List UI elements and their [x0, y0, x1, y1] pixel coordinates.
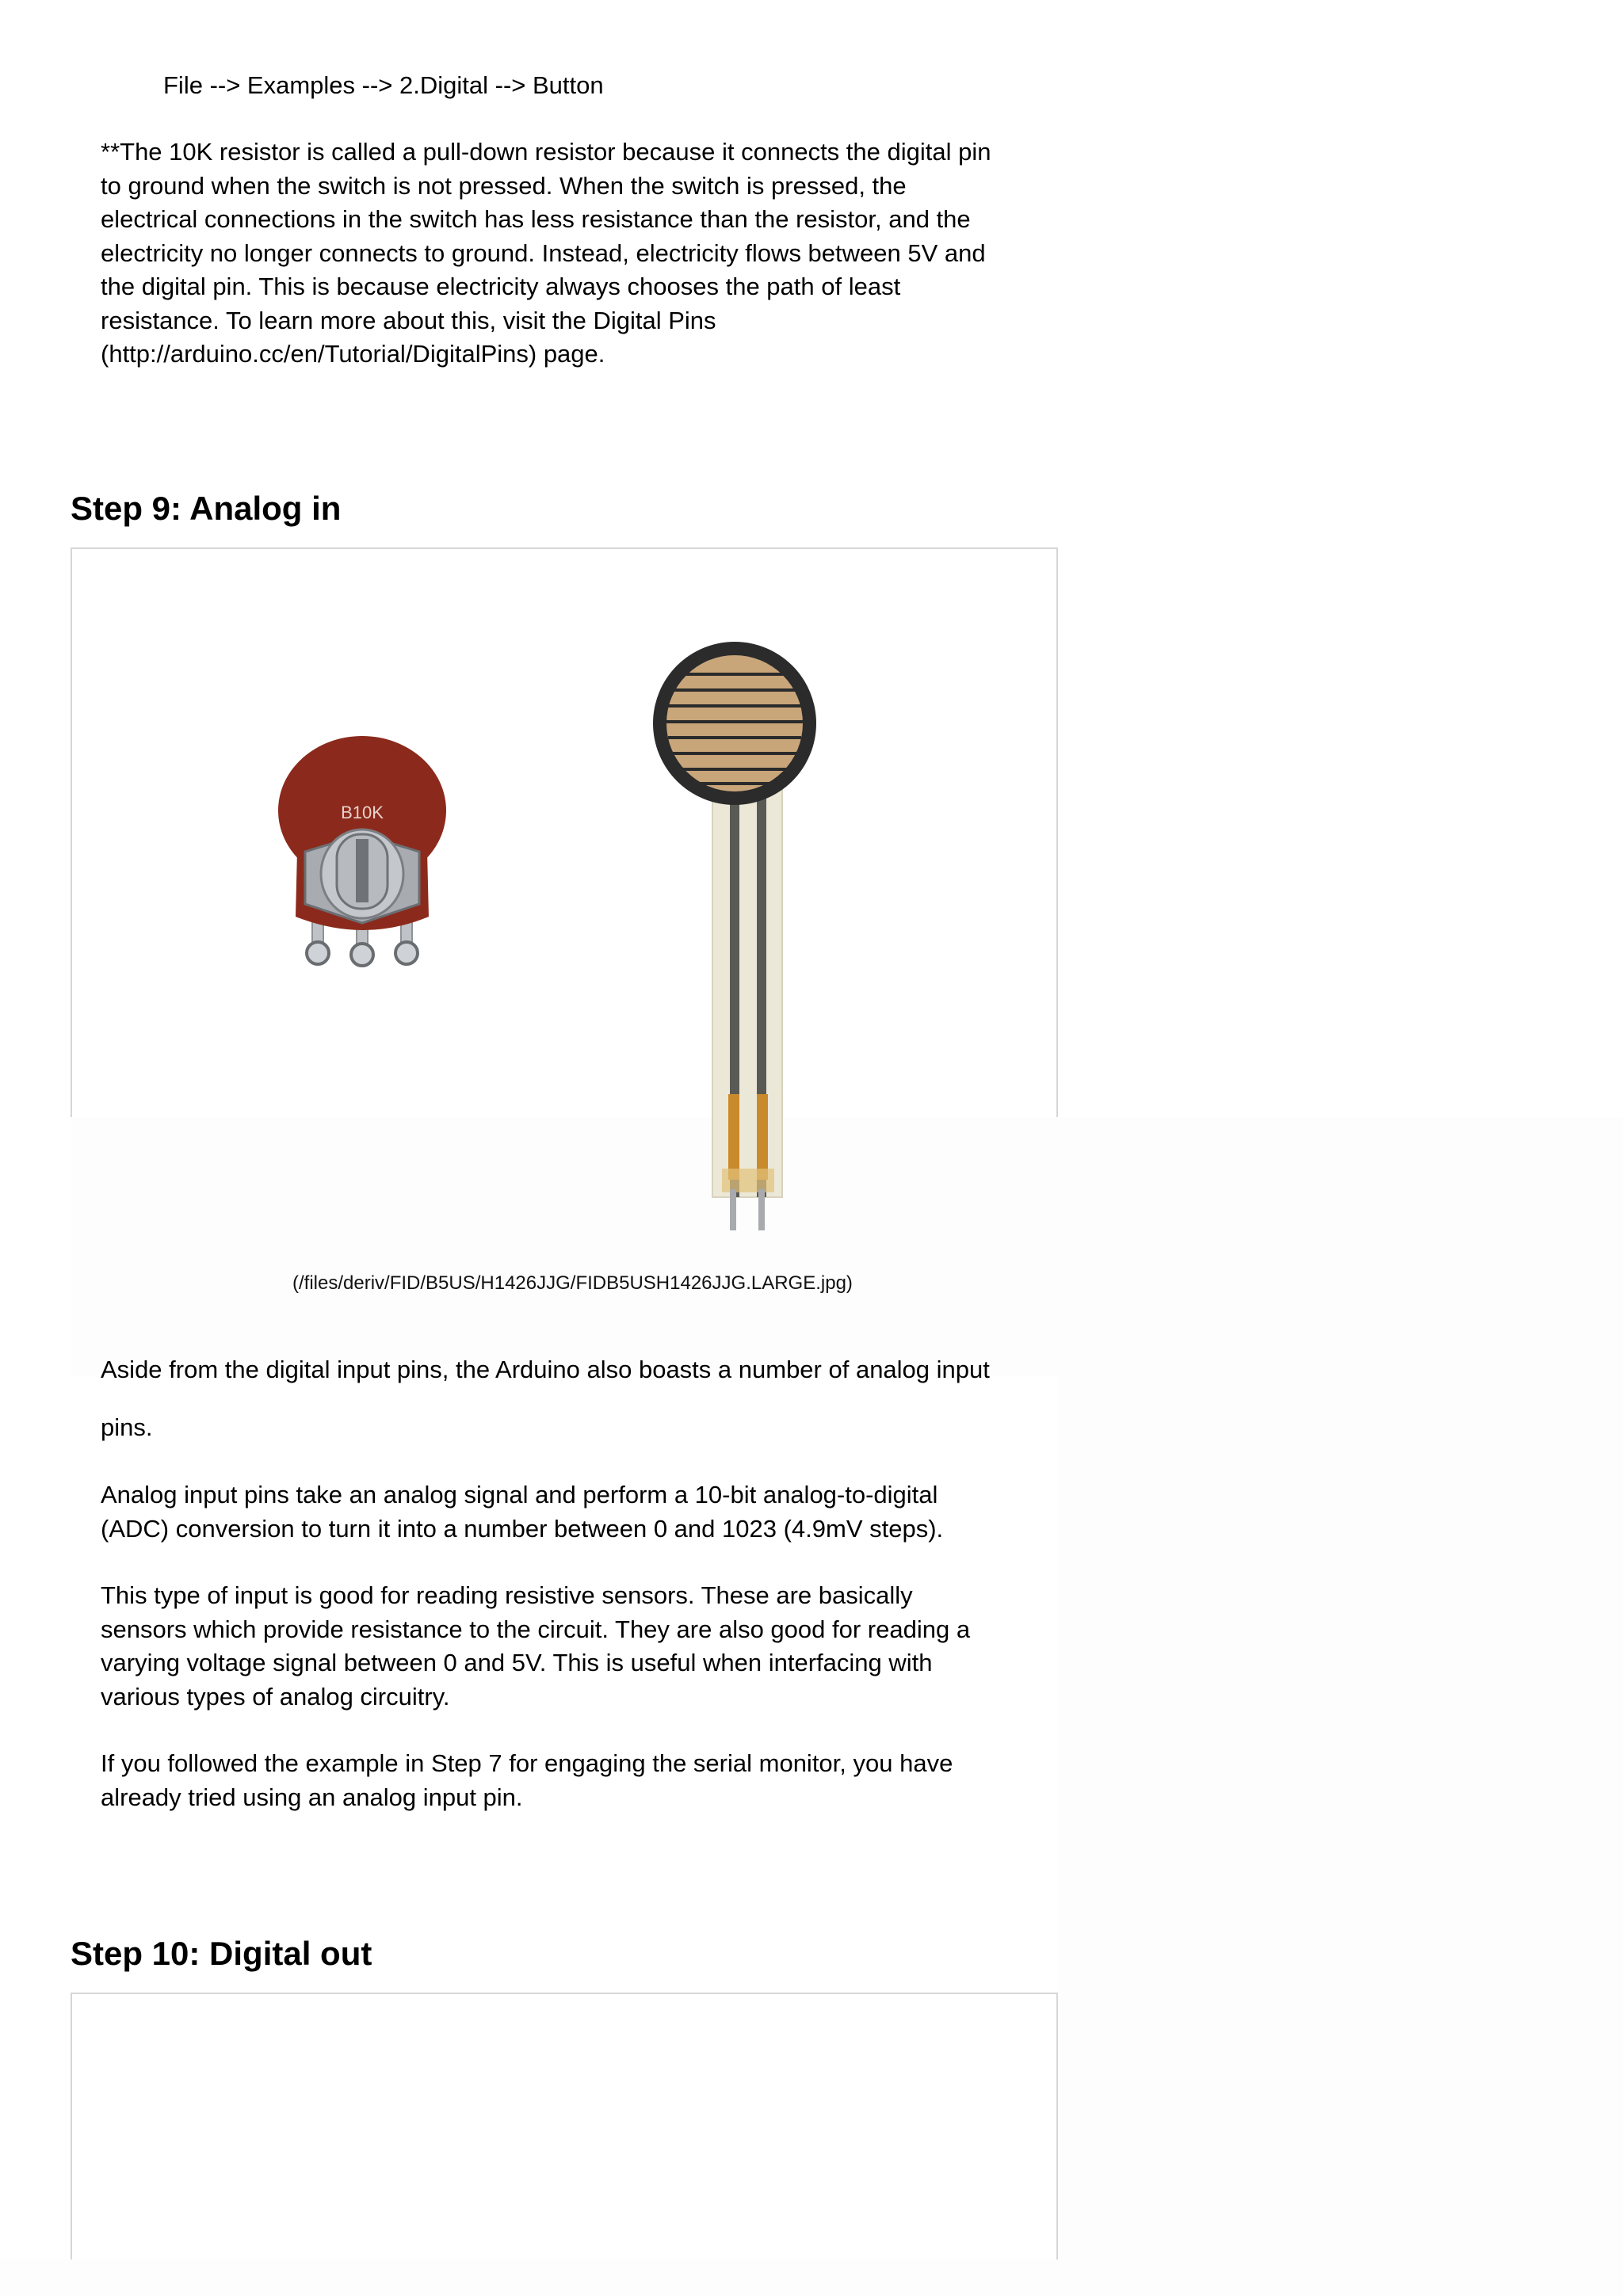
paragraph-line: pins.: [101, 1413, 153, 1441]
code-path: File --> Examples --> 2.Digital --> Button: [163, 71, 604, 99]
paragraph-line: varying voltage signal between 0 and 5V. This is useful when interfacing with: [101, 1649, 933, 1676]
note-line: (http://arduino.cc/en/Tutorial/DigitalPins) page.: [101, 340, 605, 368]
paragraph-line: sensors which provide resistance to the circuit. They are also good for reading a: [101, 1615, 971, 1643]
force-sensor-image: [653, 642, 816, 1230]
note-line: **The 10K resistor is called a pull-down resistor because it connects the digital pin: [101, 138, 991, 166]
pull-down-note: [101, 135, 1036, 372]
paragraph-line: If you followed the example in Step 7 for engaging the serial monitor, you have: [101, 1749, 953, 1777]
analog-paragraph-2: [101, 1478, 1036, 1546]
step-9-photo: [71, 547, 1058, 1229]
paragraph-line: various types of analog circuitry.: [101, 1682, 450, 1711]
pot-label: B10K: [341, 803, 384, 822]
paragraph-line: already tried using an analog input pin.: [101, 1783, 523, 1811]
paragraph-line: Analog input pins take an analog signal and perform a 10-bit analog-to-digital: [101, 1481, 938, 1508]
step-10-title: Step 10: Digital out: [71, 1935, 372, 1972]
note-line: resistance. To learn more about this, visit the Digital Pins: [101, 306, 716, 334]
analog-paragraph-1: [101, 1411, 1036, 1445]
partially-hidden-line: Aside from the digital input pins, the Arduino also boasts a number of analog input: [101, 1356, 990, 1383]
page-bottom-strip: [0, 2260, 1623, 2296]
analog-paragraph-3: [101, 1579, 1036, 1714]
analog-paragraph-4: [101, 1747, 1036, 1814]
note-line: electrical connections in the switch has less resistance than the resistor, and the: [101, 205, 971, 233]
step-10-image-frame: [71, 1993, 1058, 2296]
note-line: electricity no longer connects to ground. Instead, electricity flows between 5V and: [101, 238, 986, 267]
potentiometer-image: [278, 736, 446, 966]
image-caption-link[interactable]: (/files/deriv/FID/B5US/H1426JJG/FIDB5USH1426JJG.LARGE.jpg): [292, 1272, 853, 1294]
step-9-title: Step 9: Analog in: [71, 490, 342, 527]
note-line: to ground when the switch is not pressed. When the switch is pressed, the: [101, 171, 907, 200]
paragraph-line: This type of input is good for reading resistive sensors. These are basically: [101, 1581, 913, 1609]
note-line: the digital pin. This is because electricity always chooses the path of least: [101, 273, 901, 300]
paragraph-line: (ADC) conversion to turn it into a number between 0 and 1023 (4.9mV steps).: [101, 1514, 944, 1543]
